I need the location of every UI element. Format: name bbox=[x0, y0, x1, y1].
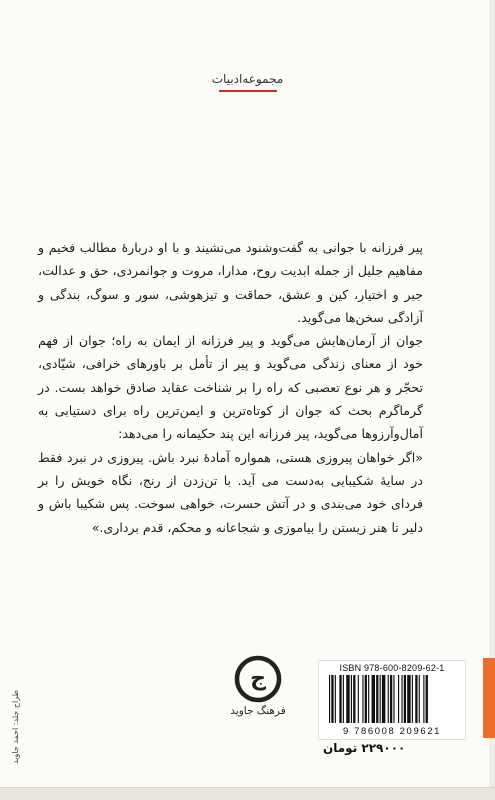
barcode-bar bbox=[388, 675, 389, 723]
series-heading bbox=[0, 68, 495, 92]
barcode-bar bbox=[426, 675, 428, 723]
barcode-bar bbox=[331, 675, 333, 723]
barcode-bar bbox=[362, 675, 363, 723]
barcode-bar bbox=[368, 675, 369, 723]
barcode-bar bbox=[393, 675, 394, 723]
barcode-icon bbox=[327, 675, 457, 723]
barcode-bar bbox=[412, 675, 413, 723]
barcode-bar bbox=[382, 675, 385, 723]
barcode-bar bbox=[390, 675, 392, 723]
barcode-bar bbox=[365, 675, 367, 723]
blurb-paragraph-2: جوان از آرمان‌هایش می‌گوید و پیر فرزانه از ایمان به راه؛ جوان از فهم خود از معنای زندگی می‌گوید و پیر از تأمل بر باورهای خرافی، شیّادی، تحجّر و هر نوع تعصبی که راه را بر شناخت عقاید صادق خواهد بست. در گرماگرم بحث که جوان از کوتاه‌ترین و ایمن‌ترین راه برای دستیابی به آمال‌وآرزوها می‌گوید، پیر فرزانه این پند حکیمانه را می‌دهد: bbox=[38, 333, 423, 442]
barcode-bar bbox=[329, 675, 330, 723]
price: ۲۲۹۰۰۰ تومان bbox=[323, 741, 406, 755]
publisher-logo-icon bbox=[234, 655, 282, 703]
barcode-bar bbox=[376, 675, 378, 723]
barcode-bar bbox=[407, 675, 410, 723]
isbn-barcode bbox=[318, 660, 466, 740]
barcode-bar bbox=[415, 675, 417, 723]
barcode-bar bbox=[351, 675, 352, 723]
barcode-bar bbox=[339, 675, 341, 723]
barcode-bar bbox=[343, 675, 344, 723]
designer-credit: طراح جلد: احمد جاوید bbox=[11, 690, 20, 764]
barcode-bar bbox=[398, 675, 399, 723]
isbn-number: ISBN 978-600-8209-62-1 bbox=[339, 663, 445, 673]
series-label: مجموعه‌ادبیات bbox=[211, 72, 284, 86]
blurb bbox=[38, 236, 423, 539]
barcode-bar bbox=[419, 675, 420, 723]
barcode-bar bbox=[380, 675, 381, 723]
barcode-bar bbox=[401, 675, 402, 723]
publisher-name: فرهنگ‌ جاوید bbox=[230, 705, 286, 717]
barcode-bar bbox=[358, 675, 359, 723]
barcode-bar bbox=[353, 675, 355, 723]
edge-tab bbox=[483, 658, 495, 738]
blurb-paragraph-1: پیر فرزانه با جوانی به گفت‌وشنود می‌نشیند و با او دربارهٔ مطالب فخیم و مفاهیم جلیل از جمله ابدیت روح، مدارا، مروت و جوانمردی، حق و عدالت، جبر و اختیار، کین و عشق، حماقت و تیزهوشی، سور و سوگ، بندگی و آزادگی سخن‌ها می‌گوید. bbox=[38, 240, 423, 325]
barcode-bar bbox=[372, 675, 375, 723]
barcode-bar bbox=[423, 675, 424, 723]
blurb-quote: «اگر خواهان پیروزی هستی، همواره آمادهٔ نبرد باش. پیروزی در نبرد فقط در سایهٔ شکیبایی به‌دست می آید. با تن‌زدن از رنج، نگاه خویش را بر فردای خود می‌بندی و در آتش حسرت، خواهی سوخت. پس شکیبا باش و دلیر تا هنر زیستن را بیاموزی و شجاعانه و محکم، قدم برداری.» bbox=[38, 449, 423, 535]
publisher-logo-letter: ج bbox=[250, 666, 266, 691]
barcode-digits: 9 786008 209621 bbox=[343, 726, 441, 737]
barcode-bar bbox=[404, 675, 406, 723]
barcode-bar bbox=[346, 675, 349, 723]
publisher-logo bbox=[226, 655, 290, 735]
series-underline bbox=[219, 90, 277, 92]
cover-bottom-edge bbox=[0, 787, 495, 800]
barcode-bar bbox=[335, 675, 336, 723]
